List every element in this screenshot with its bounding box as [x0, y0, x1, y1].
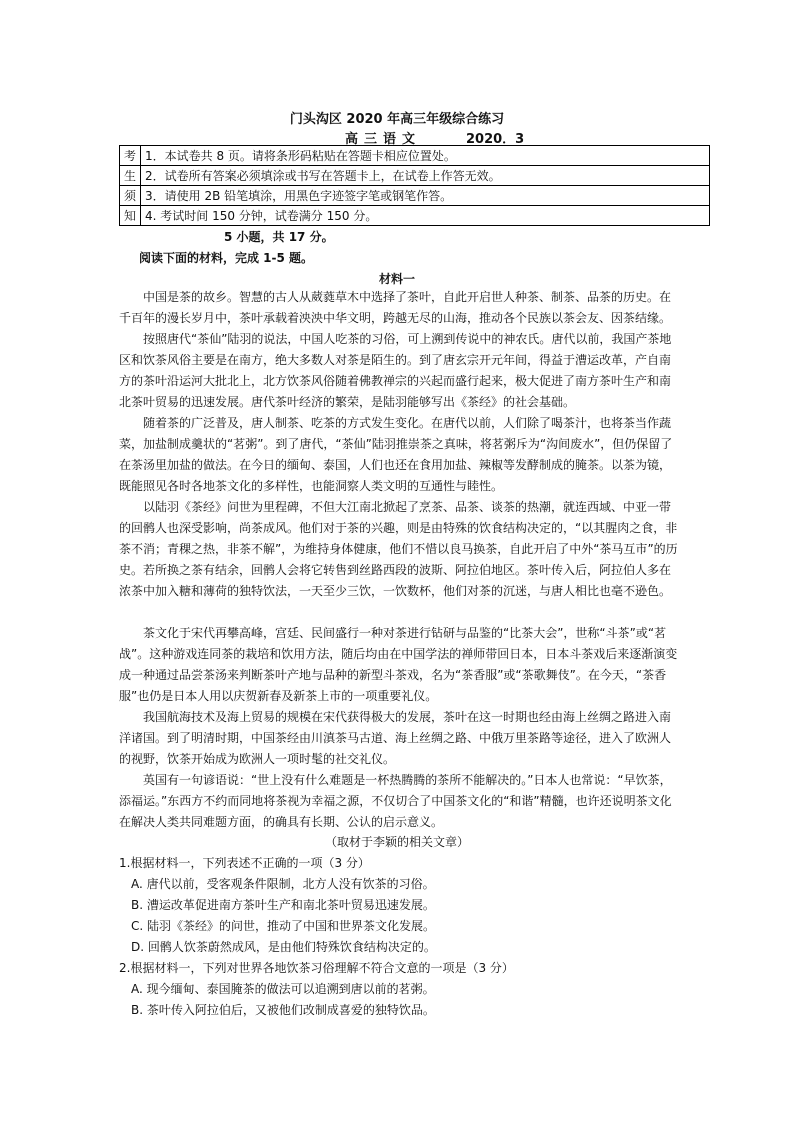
notice-side-char: 考	[120, 146, 141, 166]
notice-row: 3．请使用 2B 铅笔填涂，用黑色字迹签字笔或钢笔作答。	[141, 186, 710, 206]
source-note: （取材于李颖的相关文章）	[324, 835, 469, 849]
paragraph: 茶文化于宋代再攀高峰，宫廷、民间盛行一种对茶进行钻研与品鉴的“比茶大会”，世称“斗茶”或“茗战”。这种游戏连同茶的栽培和饮用方法，随后均由在中国学法的禅师带回日本，日本斗茶戏后来逐渐演变成一种通过品尝茶汤来判断茶叶产地与品种的新型斗茶戏，名为“茶香服”或“茶歌舞伎”。在今天，“茶香服”也仍是日本人用以庆贺新春及新茶上市的一项重要礼仪。	[119, 626, 678, 703]
paragraph: 随着茶的广泛普及，唐人制茶、吃茶的方式发生变化。在唐代以前，人们除了喝茶汁，也将茶当作蔬菜，加盐制成羹状的“茗粥”。到了唐代，“茶仙”陆羽推崇茶之真味，将茗粥斥为“沟间废水”，但仍保留了在茶汤里加盐的做法。在今日的缅甸、泰国，人们也还在食用加盐、辣椒等发酵制成的腌茶。以茶为镜，既能照见各时各地茶文化的多样性，也能洞察人类文明的互通性与睦性。	[119, 416, 673, 493]
notice-side-char: 知	[120, 206, 141, 226]
question-2-option-a: A. 现今缅甸、泰国腌茶的做法可以追溯到唐以前的茗粥。	[131, 982, 435, 996]
question-2-stem: 2.根据材料一，下列对世界各地饮茶习俗理解不符合文意的一项是（3 分）	[119, 961, 514, 975]
exam-title: 门头沟区 2020 年高三年级综合练习	[289, 112, 505, 127]
paragraph: 我国航海技术及海上贸易的规模在宋代获得极大的发展，茶叶在这一时期也经由海上丝绸之路进入南洋诸国。到了明清时期，中国茶经由川滇茶马古道、海上丝绸之路、中俄万里茶路等途径，进入了欧洲人的视野，饮茶开始成为欧洲人一项时髦的社交礼仪。	[119, 710, 672, 766]
question-1-option-d: D. 回鹘人饮茶蔚然成风，是由他们特殊饮食结构决定的。	[131, 940, 436, 954]
question-1-option-c: C. 陆羽《茶经》的问世，推动了中国和世界茶文化发展。	[131, 919, 436, 933]
notice-row: 1．本试卷共 8 页。请将条形码粘贴在答题卡相应位置处。	[141, 146, 710, 166]
question-1-stem: 1.根据材料一，下列表述不正确的一项（3 分）	[119, 856, 370, 870]
notice-row: 4. 考试时间 150 分钟，试卷满分 150 分。	[141, 206, 710, 226]
notice-table	[119, 145, 710, 226]
question-1-option-a: A. 唐代以前，受客观条件限制，北方人没有饮茶的习俗。	[131, 877, 435, 891]
exam-date: 2020．3	[466, 132, 525, 147]
paragraph: 按照唐代“茶仙”陆羽的说法，中国人吃茶的习俗，可上溯到传说中的神农氏。唐代以前，我国产茶地区和饮茶风俗主要是在南方，绝大多数人对茶是陌生的。到了唐玄宗开元年间，得益于漕运改革，产自南方的茶叶沿运河大批北上，北方饮茶风俗随着佛教禅宗的兴起而盛行起来，极大促进了南方茶叶生产和南北茶叶贸易的迅速发展。唐代茶叶经济的繁荣，是陆羽能够写出《茶经》的社会基础。	[119, 332, 672, 409]
notice-side-char: 生	[120, 166, 141, 186]
section-count: 5 小题，共 17 分。	[224, 230, 334, 244]
notice-row: 2．试卷所有答案必须填涂或书写在答题卡上，在试卷上作答无效。	[141, 166, 710, 186]
paragraph: 中国是茶的故乡。智慧的古人从葳蕤草木中选择了茶叶，自此开启世人种茶、制茶、品茶的历史。在千百年的漫长岁月中，茶叶承载着泱泱中华文明，跨越无尽的山海，推动各个民族以茶会友、因茶结缘。	[119, 290, 672, 325]
notice-side-char: 须	[120, 186, 141, 206]
question-2-option-b: B. 茶叶传入阿拉伯后，又被他们改制成喜爱的独特饮品。	[131, 1003, 435, 1017]
paragraph: 英国有一句谚语说：“世上没有什么难题是一杯热腾腾的茶所不能解决的。”日本人也常说：“早饮茶，添福运。”东西方不约而同地将茶视为幸福之源，不仅切合了中国茶文化的“和谐”精髓，也许还说明茶文化在解决人类共同难题方面，的确具有长期、公认的启示意义。	[119, 773, 672, 829]
section-instruction: 阅读下面的材料，完成 1-5 题。	[139, 251, 314, 265]
question-1-option-b: B. 漕运改革促进南方茶叶生产和南北茶叶贸易迅速发展。	[131, 898, 435, 912]
subject-label: 高三语文	[345, 132, 422, 147]
material-title: 材料一	[378, 272, 415, 286]
paragraph: 以陆羽《茶经》问世为里程碑，不但大江南北掀起了烹茶、品茶、谈茶的热潮，就连西域、中亚一带的回鹘人也深受影响，尚茶成风。他们对于茶的兴趣，则是由特殊的饮食结构决定的，“以其腥肉之食，非茶不消；青稞之热，非茶不解”，为维持身体健康，他们不惜以良马换茶，自此开启了中外“茶马互市”的历史。若所换之茶有结余，回鹘人会将它转售到丝路西段的波斯、阿拉伯地区。茶叶传入后，阿拉伯人多在浓茶中加入糖和薄荷的独特饮法，一天至少三饮，一饮数杯，他们对茶的沉迷，与唐人相比也毫不逊色。	[119, 500, 678, 598]
